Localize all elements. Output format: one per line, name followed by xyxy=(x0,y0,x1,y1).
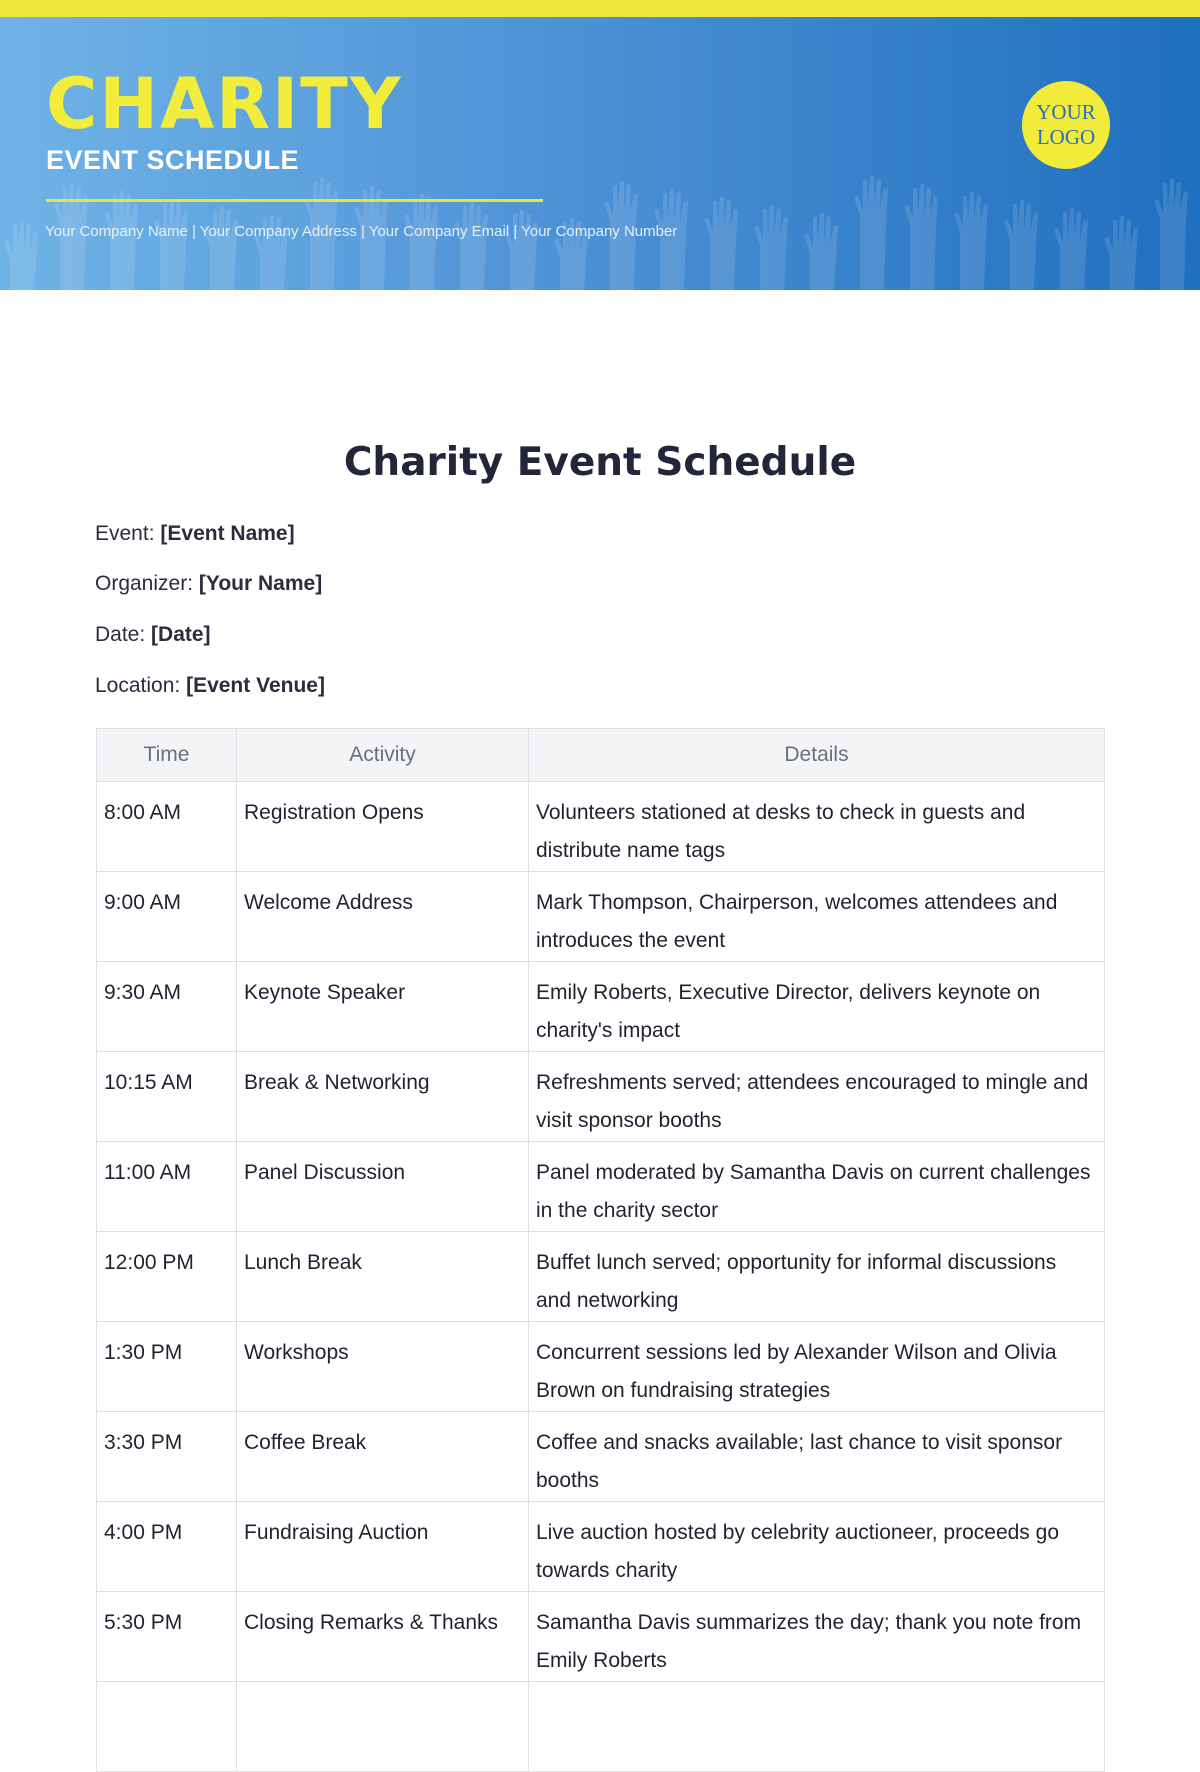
document-title: Charity Event Schedule xyxy=(343,440,857,485)
raised-hand-shape xyxy=(204,207,238,290)
location-line xyxy=(95,674,325,698)
location-value: [Event Venue] xyxy=(186,674,325,697)
raised-hand-shape xyxy=(904,184,938,290)
cell-time: 10:15 AM xyxy=(97,1052,237,1142)
raised-hand-shape xyxy=(704,197,738,290)
raised-hand-shape xyxy=(954,192,988,290)
company-info: Your Company Name | Your Company Address | Your Company Email | Your Company Number xyxy=(45,223,678,240)
raised-hand-shape xyxy=(104,191,138,290)
table-row xyxy=(97,962,1105,1052)
cell-details: Mark Thompson, Chairperson, welcomes attendees and introduces the event xyxy=(529,872,1105,962)
cell-details xyxy=(529,1682,1105,1772)
banner-subtitle: EVENT SCHEDULE xyxy=(46,145,300,175)
date-label: Date: xyxy=(95,623,146,646)
column-header-activity: Activity xyxy=(237,729,529,782)
event-label: Event: xyxy=(95,522,155,545)
raised-hand-shape xyxy=(454,202,488,290)
cell-details: Samantha Davis summarizes the day; thank you note from Emily Roberts xyxy=(529,1592,1105,1682)
cell-time: 9:30 AM xyxy=(97,962,237,1052)
top-accent-bar xyxy=(0,0,1200,17)
event-value: [Event Name] xyxy=(160,522,295,545)
schedule-table xyxy=(96,728,1105,1772)
cell-time: 5:30 PM xyxy=(97,1592,237,1682)
cell-time: 8:00 AM xyxy=(97,782,237,872)
banner-title: CHARITY xyxy=(46,63,403,145)
table-row xyxy=(97,1052,1105,1142)
table-row xyxy=(97,1502,1105,1592)
cell-time xyxy=(97,1682,237,1772)
cell-activity: Panel Discussion xyxy=(237,1142,529,1232)
column-header-details: Details xyxy=(529,729,1105,782)
location-label: Location: xyxy=(95,674,181,697)
raised-hand-shape xyxy=(854,176,888,290)
raised-hand-shape xyxy=(1154,179,1188,290)
table-row xyxy=(97,782,1105,872)
cell-details: Coffee and snacks available; last chance to visit sponsor booths xyxy=(529,1412,1105,1502)
column-header-time: Time xyxy=(97,729,237,782)
cell-activity: Coffee Break xyxy=(237,1412,529,1502)
raised-hand-shape xyxy=(404,194,438,290)
cell-activity xyxy=(237,1682,529,1772)
raised-hand-shape xyxy=(754,205,788,290)
table-row xyxy=(97,1232,1105,1322)
cell-time: 11:00 AM xyxy=(97,1142,237,1232)
cell-activity: Lunch Break xyxy=(237,1232,529,1322)
table-row xyxy=(97,1412,1105,1502)
cell-activity: Fundraising Auction xyxy=(237,1502,529,1592)
cell-details: Refreshments served; attendees encouraged to mingle and visit sponsor booths xyxy=(529,1052,1105,1142)
raised-hand-shape xyxy=(1104,216,1138,290)
date-value: [Date] xyxy=(151,623,211,646)
header-banner xyxy=(0,17,1200,290)
event-line xyxy=(95,522,295,546)
table-row xyxy=(97,1592,1105,1682)
cell-details: Concurrent sessions led by Alexander Wilson and Olivia Brown on fundraising strategies xyxy=(529,1322,1105,1412)
cell-time: 3:30 PM xyxy=(97,1412,237,1502)
organizer-line xyxy=(95,572,322,596)
table-row xyxy=(97,1682,1105,1772)
cell-details: Volunteers stationed at desks to check in guests and distribute name tags xyxy=(529,782,1105,872)
cell-details: Panel moderated by Samantha Davis on current challenges in the charity sector xyxy=(529,1142,1105,1232)
cell-activity: Break & Networking xyxy=(237,1052,529,1142)
organizer-label: Organizer: xyxy=(95,572,194,595)
cell-time: 12:00 PM xyxy=(97,1232,237,1322)
organizer-value: [Your Name] xyxy=(198,572,323,595)
banner-divider xyxy=(46,199,543,202)
cell-time: 9:00 AM xyxy=(97,872,237,962)
raised-hand-shape xyxy=(4,220,38,290)
raised-hand-shape xyxy=(804,213,838,290)
cell-details: Live auction hosted by celebrity auctioneer, proceeds go towards charity xyxy=(529,1502,1105,1592)
raised-hand-shape xyxy=(1054,208,1088,290)
date-line xyxy=(95,623,211,647)
cell-time: 1:30 PM xyxy=(97,1322,237,1412)
raised-hand-shape xyxy=(504,210,538,290)
cell-activity: Workshops xyxy=(237,1322,529,1412)
raised-hand-shape xyxy=(1004,200,1038,290)
logo-line-2: LOGO xyxy=(1036,125,1096,149)
cell-activity: Closing Remarks & Thanks xyxy=(237,1592,529,1682)
table-row xyxy=(97,1142,1105,1232)
cell-activity: Keynote Speaker xyxy=(237,962,529,1052)
cell-activity: Registration Opens xyxy=(237,782,529,872)
cell-time: 4:00 PM xyxy=(97,1502,237,1592)
table-header-row xyxy=(97,729,1105,782)
cell-details: Buffet lunch served; opportunity for informal discussions and networking xyxy=(529,1232,1105,1322)
table-row xyxy=(97,1322,1105,1412)
raised-hand-shape xyxy=(154,199,188,290)
cell-details: Emily Roberts, Executive Director, delivers keynote on charity's impact xyxy=(529,962,1105,1052)
company-logo xyxy=(1022,81,1110,169)
cell-activity: Welcome Address xyxy=(237,872,529,962)
table-row xyxy=(97,872,1105,962)
logo-line-1: YOUR xyxy=(1036,99,1096,124)
